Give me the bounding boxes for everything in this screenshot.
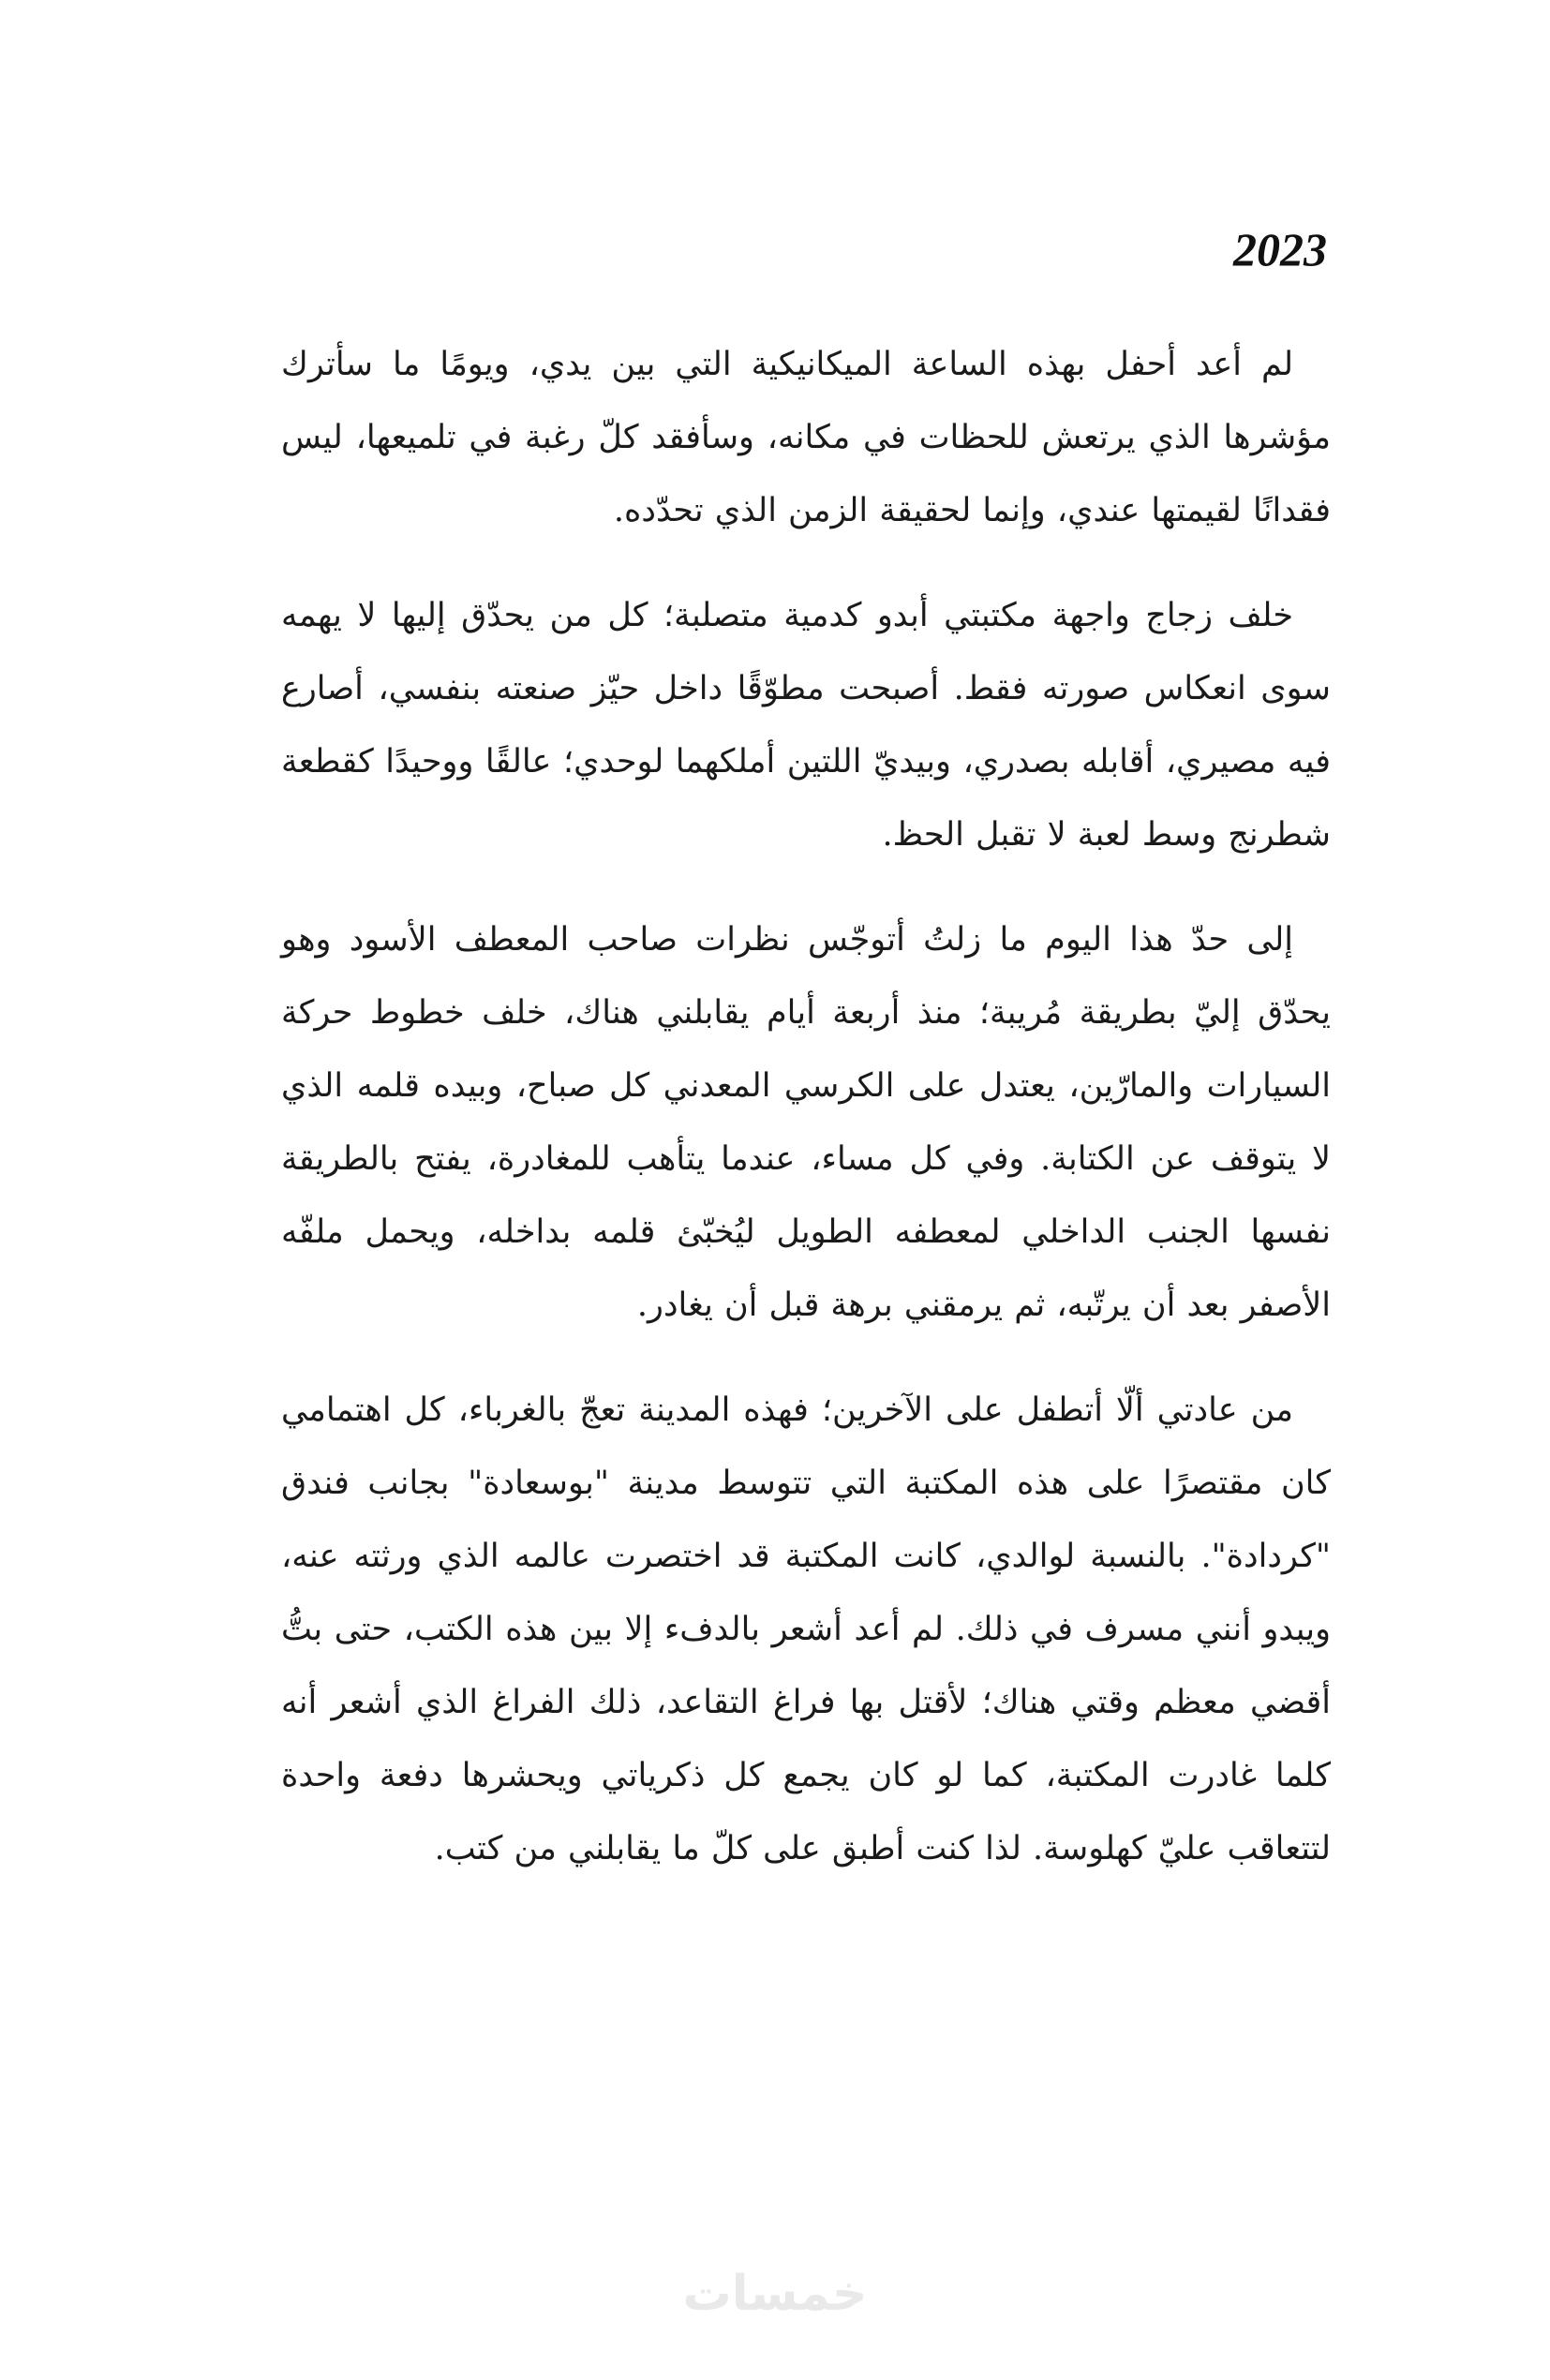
paragraph-3: إلى حدّ هذا اليوم ما زلتُ أتوجّس نظرات صاحب المعطف الأسود وهو يحدّق إليّ بطريقة مُريبة؛ منذ أربعة أيام يقابلني هناك، خلف خطوط حركة السيارات والمارّين، يعتدل على الكرسي المعدني كل صباح، وبيده قلمه الذي لا يتوقف عن الكتابة. وفي كل مساء، عندما يتأهب للمغادرة، يفتح بالطريقة نفسها الجنب الداخلي لمعطفه الطويل ليُخبّئ قلمه بداخله، ويحمل ملفّه الأصفر بعد أن يرتّبه، ثم يرمقني برهة قبل أن يغادر. — [281, 921, 1331, 1324]
paragraph-2: خلف زجاج واجهة مكتبتي أبدو كدمية متصلبة؛ كل من يحدّق إليها لا يهمه سوى انعكاس صورته فقط. أصبحت مطوّقًا داخل حيّز صنعته بنفسي، أصارع فيه مصيري، أقابله بصدري، وبيديّ اللتين أملكهما لوحدي؛ عالقًا ووحيدًا كقطعة شطرنج وسط لعبة لا تقبل الحظ. — [281, 597, 1331, 854]
body-text — [281, 328, 1331, 1917]
paragraph-4: من عادتي ألّا أتطفل على الآخرين؛ فهذه المدينة تعجّ بالغرباء، كل اهتمامي كان مقتصرًا على هذه المكتبة التي تتوسط مدينة "بوسعادة" بجانب فندق "كردادة". بالنسبة لوالدي، كانت المكتبة قد اختصرت عالمه الذي ورثته عنه، ويبدو أنني مسرف في ذلك. لم أعد أشعر بالدفء إلا بين هذه الكتب، حتى بتُّ أقضي معظم وقتي هناك؛ لأقتل بها فراغ التقاعد، ذلك الفراغ الذي أشعر أنه كلما غادرت المكتبة، كما لو كان يجمع كل ذكرياتي ويحشرها دفعة واحدة لتتعاقب عليّ كهلوسة. لذا كنت أطبق على كلّ ما يقابلني من كتب. — [281, 1391, 1331, 1867]
chapter-year-heading: 2023 — [1233, 223, 1327, 275]
watermark-logo: خمسات — [682, 2266, 868, 2322]
paragraph-1: لم أعد أحفل بهذه الساعة الميكانيكية التي بين يدي، ويومًا ما سأترك مؤشرها الذي يرتعش للحظات في مكانه، وسأفقد كلّ رغبة في تلميعها، ليس فقدانًا لقيمتها عندي، وإنما لحقيقة الزمن الذي تحدّده. — [281, 346, 1331, 529]
